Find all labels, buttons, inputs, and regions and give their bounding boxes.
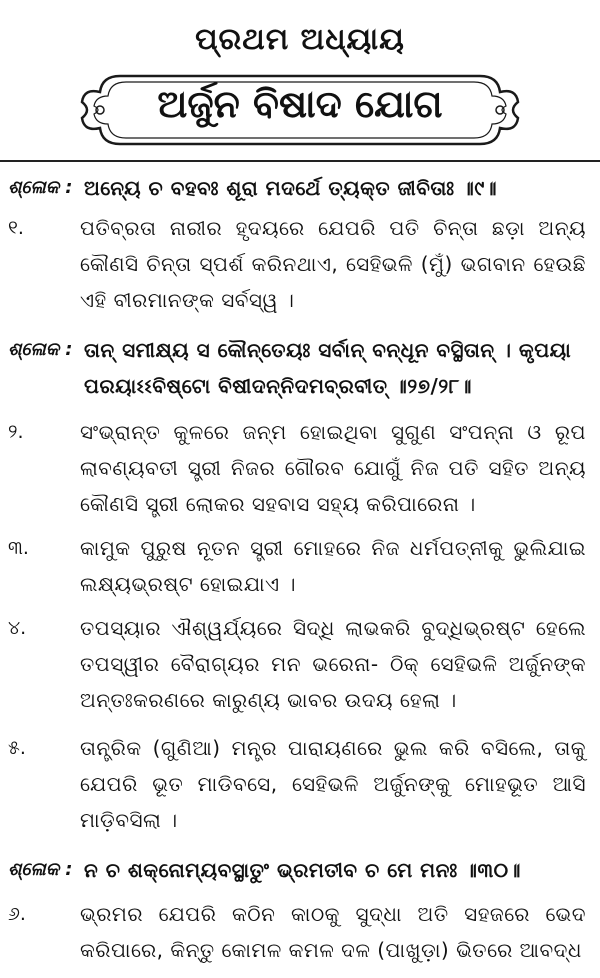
item-number: ୬. xyxy=(8,903,26,925)
sloka-text: ଅନ୍ୟେ ଚ ବହବଃ ଶୂରା ମଦର୍ଥେ ତ୍ୟକ୍ତ ଜୀବିତାଃ ॥୯॥ xyxy=(84,176,498,200)
item-number: ୨. xyxy=(8,421,24,443)
list-item xyxy=(0,210,600,318)
item-text: ସଂଭ୍ରାନ୍ତ କୁଳରେ ଜନ୍ମ ହୋଇଥିବା ସୁଗୁଣ ସଂପନ୍ନା ଓ ରୂପ ଲାବଣ୍ୟବତୀ ସ୍ତ୍ରୀ ନିଜର ଗୌରବ ଯୋଗୁଁ ନିଜ ପତି ସହିତ ଅନ୍ୟ କୌଣସି ସ୍ତ୍ରୀ ଲୋକର ସହବାସ ସହ୍ୟ କରିପାରେନା । xyxy=(80,420,586,516)
chapter-title: ଅର୍ଜୁନ ବିଷାଦ ଯୋଗ xyxy=(157,82,443,126)
sloka-text: ତାନ୍ ସମୀକ୍ଷ୍ୟ ସ କୌନ୍ତେୟଃ ସର୍ବାନ୍ ବନ୍ଧୂନ ବସ୍ଥିତାନ୍ । କୃପୟା ପରୟାଽଽବିଷ୍ଟୋ ବିଷୀଦନ୍ନିଦମବ୍ରବୀତ୍ ॥୨୭/୨୮॥ xyxy=(84,338,572,398)
list-item xyxy=(0,610,600,718)
list-item xyxy=(0,414,600,522)
item-text: ତାନ୍ତ୍ରିକ (ଗୁଣିଆ) ମନ୍ତ୍ର ପାରାୟଣରେ ଭୁଲ କରି ବସିଲେ, ତାକୁ ଯେପରି ଭୂତ ମାଡିବସେ, ସେହିଭଳି ଅର୍ଜୁନଙ୍କୁ ମୋହଭୂତ ଆସି ମାଡ଼ିବସିଲା । xyxy=(80,736,586,832)
item-number: ୪. xyxy=(8,617,27,639)
sloka-block xyxy=(0,170,600,206)
item-text: ତପସ୍ୟାର ଐଶ୍ୱର୍ଯ୍ୟରେ ସିଦ୍ଧି ଲାଭକରି ବୁଦ୍ଧିଭ୍ରଷ୍ଟ ହେଲେ ତପସ୍ୱୀର ବୈରାଗ୍ୟର ମନ ଭରେନା- ଠିକ୍ ସେହିଭଳି ଅର୍ଜୁନଙ୍କ ଅନ୍ତଃକରଣରେ କାରୁଣ୍ୟ ଭାବର ଉଦୟ ହେଲା । xyxy=(80,616,586,712)
sloka-block xyxy=(0,332,600,404)
list-item xyxy=(0,730,600,838)
sloka-block xyxy=(0,852,600,888)
list-item xyxy=(0,530,600,602)
item-text: ଭ୍ରମର ଯେପରି କଠିନ କାଠକୁ ସୁଦ୍ଧା ଅତି ସହଜରେ ଭେଦ କରିପାରେ, କିନ୍ତୁ କୋମଳ କମଳ ଦଳ (ପାଖୁଡ଼ା) ଭିତରେ ଆବଦ୍ଧ xyxy=(80,902,586,962)
chapter-label: ପ୍ରଥମ ଅଧ୍ୟାୟ xyxy=(195,22,405,57)
sloka-label: ଶ୍ଳୋକ : xyxy=(8,859,73,880)
item-number: ୧. xyxy=(8,217,24,239)
item-number: ୩. xyxy=(8,537,29,559)
list-item xyxy=(0,896,600,968)
chapter-title-frame xyxy=(80,66,520,154)
item-number: ୫. xyxy=(8,737,26,759)
item-text: ପତିବ୍ରତା ନାରୀର ହୃଦୟରେ ଯେପରି ପତି ଚିନ୍ତା ଛଡ଼ା ଅନ୍ୟ କୌଣସି ଚିନ୍ତା ସ୍ପର୍ଶ କରିନଥାଏ, ସେହିଭଳି (ମୁଁ) ଭଗବାନ ହେଉଛି ଏହି ବୀରମାନଙ୍କ ସର୍ବସ୍ୱ । xyxy=(80,216,586,312)
sloka-label: ଶ୍ଳୋକ : xyxy=(8,339,73,360)
sloka-text: ନ ଚ ଶକ୍ନୋମ୍ୟବସ୍ଥାତୁଂ ଭ୍ରମତୀବ ଚ ମେ ମନଃ ॥୩୦॥ xyxy=(84,858,521,882)
divider xyxy=(0,160,600,162)
item-text: କାମୁକ ପୁରୁଷ ନୂତନ ସ୍ତ୍ରୀ ମୋହରେ ନିଜ ଧର୍ମପତ୍ନୀକୁ ଭୁଲିଯାଇ ଲକ୍ଷ୍ୟଭ୍ରଷ୍ଟ ହୋଇଯାଏ । xyxy=(80,536,586,596)
sloka-label: ଶ୍ଳୋକ : xyxy=(8,177,73,198)
